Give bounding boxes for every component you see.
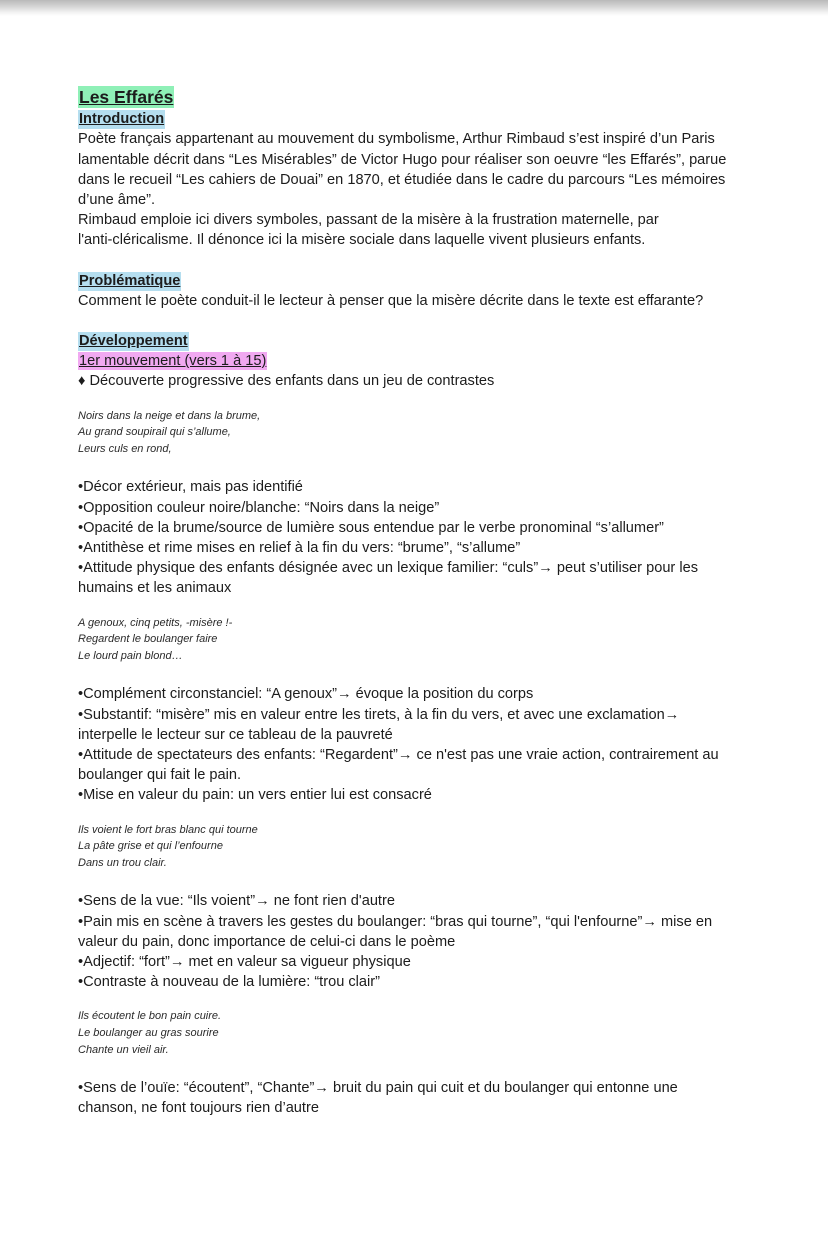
- intro-paragraph-2: [78, 210, 768, 250]
- poem-line: Ils écoutent le bon pain cuire.: [78, 1010, 222, 1023]
- developpement-heading: Développement: [79, 333, 188, 350]
- list-item: •Complément circonstanciel: “A genoux”→ évoque la position du corps: [78, 686, 534, 703]
- list-item: •Antithèse et rime mises en relief à la fin du vers: “brume”, “s’allume”: [78, 540, 521, 557]
- poem-line: A genoux, cinq petits, -misère !-: [78, 616, 233, 629]
- poem-line: Leurs culs en rond,: [78, 442, 172, 455]
- list-item: •Sens de la vue: “Ils voient”→ ne font rien d'autre: [78, 893, 395, 910]
- poem-excerpt-4: [78, 1008, 768, 1058]
- list-item: •Opposition couleur noire/blanche: “Noirs dans la neige”: [78, 499, 440, 516]
- problematique-text: Comment le poète conduit-il le lecteur à penser que la misère décrite dans le texte est effarante?: [78, 292, 704, 309]
- poem-line: Le boulanger au gras sourire: [78, 1027, 219, 1040]
- poem-line: Ils voient le fort bras blanc qui tourne: [78, 823, 258, 836]
- text-line: l'anti-cléricalisme. Il dénonce ici la misère sociale dans laquelle vivent plusieurs enfants.: [78, 232, 646, 249]
- analysis-list-4: [78, 1078, 768, 1118]
- analysis-list-3: [78, 891, 768, 992]
- poem-line: Le lourd pain blond…: [78, 649, 183, 662]
- document-title: Les Effarés: [79, 87, 174, 107]
- poem-line: Regardent le boulanger faire: [78, 633, 218, 646]
- list-item: •Décor extérieur, mais pas identifié: [78, 479, 303, 496]
- analysis-list-2: [78, 684, 768, 805]
- list-item: humains et les animaux: [78, 580, 232, 597]
- list-item: •Pain mis en scène à travers les gestes du boulanger: “bras qui tourne”, “qui l'enfourne”→ mise en: [78, 913, 713, 930]
- text-line: Poète français appartenant au mouvement du symbolisme, Arthur Rimbaud s’est inspiré d’un Paris: [78, 131, 715, 148]
- poem-excerpt-2: [78, 615, 768, 665]
- text-line: d’une âme”.: [78, 192, 156, 209]
- poem-line: La pâte grise et qui l’enfourne: [78, 840, 223, 853]
- poem-line: Dans un trou clair.: [78, 856, 167, 869]
- list-item: •Attitude de spectateurs des enfants: “Regardent”→ ce n'est pas une vraie action, contrairement au: [78, 747, 719, 764]
- list-item: boulanger qui fait le pain.: [78, 767, 242, 784]
- intro-paragraph-1: [78, 129, 768, 210]
- list-item: •Substantif: “misère” mis en valeur entre les tirets, à la fin du vers, et avec une exclamation→: [78, 706, 680, 723]
- list-item: •Attitude physique des enfants désignée avec un lexique familier: “culs”→ peut s’utiliser pour les: [78, 560, 698, 577]
- movement-1-heading: 1er mouvement (vers 1 à 15): [79, 353, 267, 370]
- text-line: Rimbaud emploie ici divers symboles, passant de la misère à la frustration maternelle, par: [78, 212, 659, 229]
- poem-line: Chante un vieil air.: [78, 1043, 169, 1056]
- top-shadow: [0, 0, 828, 16]
- list-item: •Opacité de la brume/source de lumière sous entendue par le verbe pronominal “s’allumer”: [78, 519, 664, 536]
- list-item: chanson, ne font toujours rien d’autre: [78, 1100, 319, 1117]
- poem-excerpt-3: [78, 822, 768, 872]
- poem-line: Au grand soupirail qui s’allume,: [78, 426, 231, 439]
- text-line: dans le recueil “Les cahiers de Douai” en 1870, et étudiée dans le cadre du parcours “Les mémoires: [78, 171, 726, 188]
- list-item: •Adjectif: “fort”→ met en valeur sa vigueur physique: [78, 954, 411, 971]
- list-item: •Sens de l’ouïe: “écoutent”, “Chante”→ bruit du pain qui cuit et du boulanger qui entonne une: [78, 1080, 678, 1097]
- analysis-list-1: [78, 477, 768, 598]
- list-item: valeur du pain, donc importance de celui-ci dans le poème: [78, 933, 456, 950]
- text-line: lamentable décrit dans “Les Misérables” de Victor Hugo pour réaliser son oeuvre “les Effarés”, parue: [78, 151, 727, 168]
- problematique-heading: Problématique: [79, 272, 181, 289]
- poem-excerpt-1: [78, 408, 768, 458]
- list-item: •Mise en valeur du pain: un vers entier lui est consacré: [78, 787, 432, 804]
- introduction-heading: Introduction: [79, 111, 165, 128]
- list-item: interpelle le lecteur sur ce tableau de la pauvreté: [78, 726, 393, 743]
- document-body: [78, 86, 768, 1119]
- poem-line: Noirs dans la neige et dans la brume,: [78, 409, 261, 422]
- movement-subtitle: ♦ Découverte progressive des enfants dans un jeu de contrastes: [78, 373, 495, 390]
- list-item: •Contraste à nouveau de la lumière: “trou clair”: [78, 974, 380, 991]
